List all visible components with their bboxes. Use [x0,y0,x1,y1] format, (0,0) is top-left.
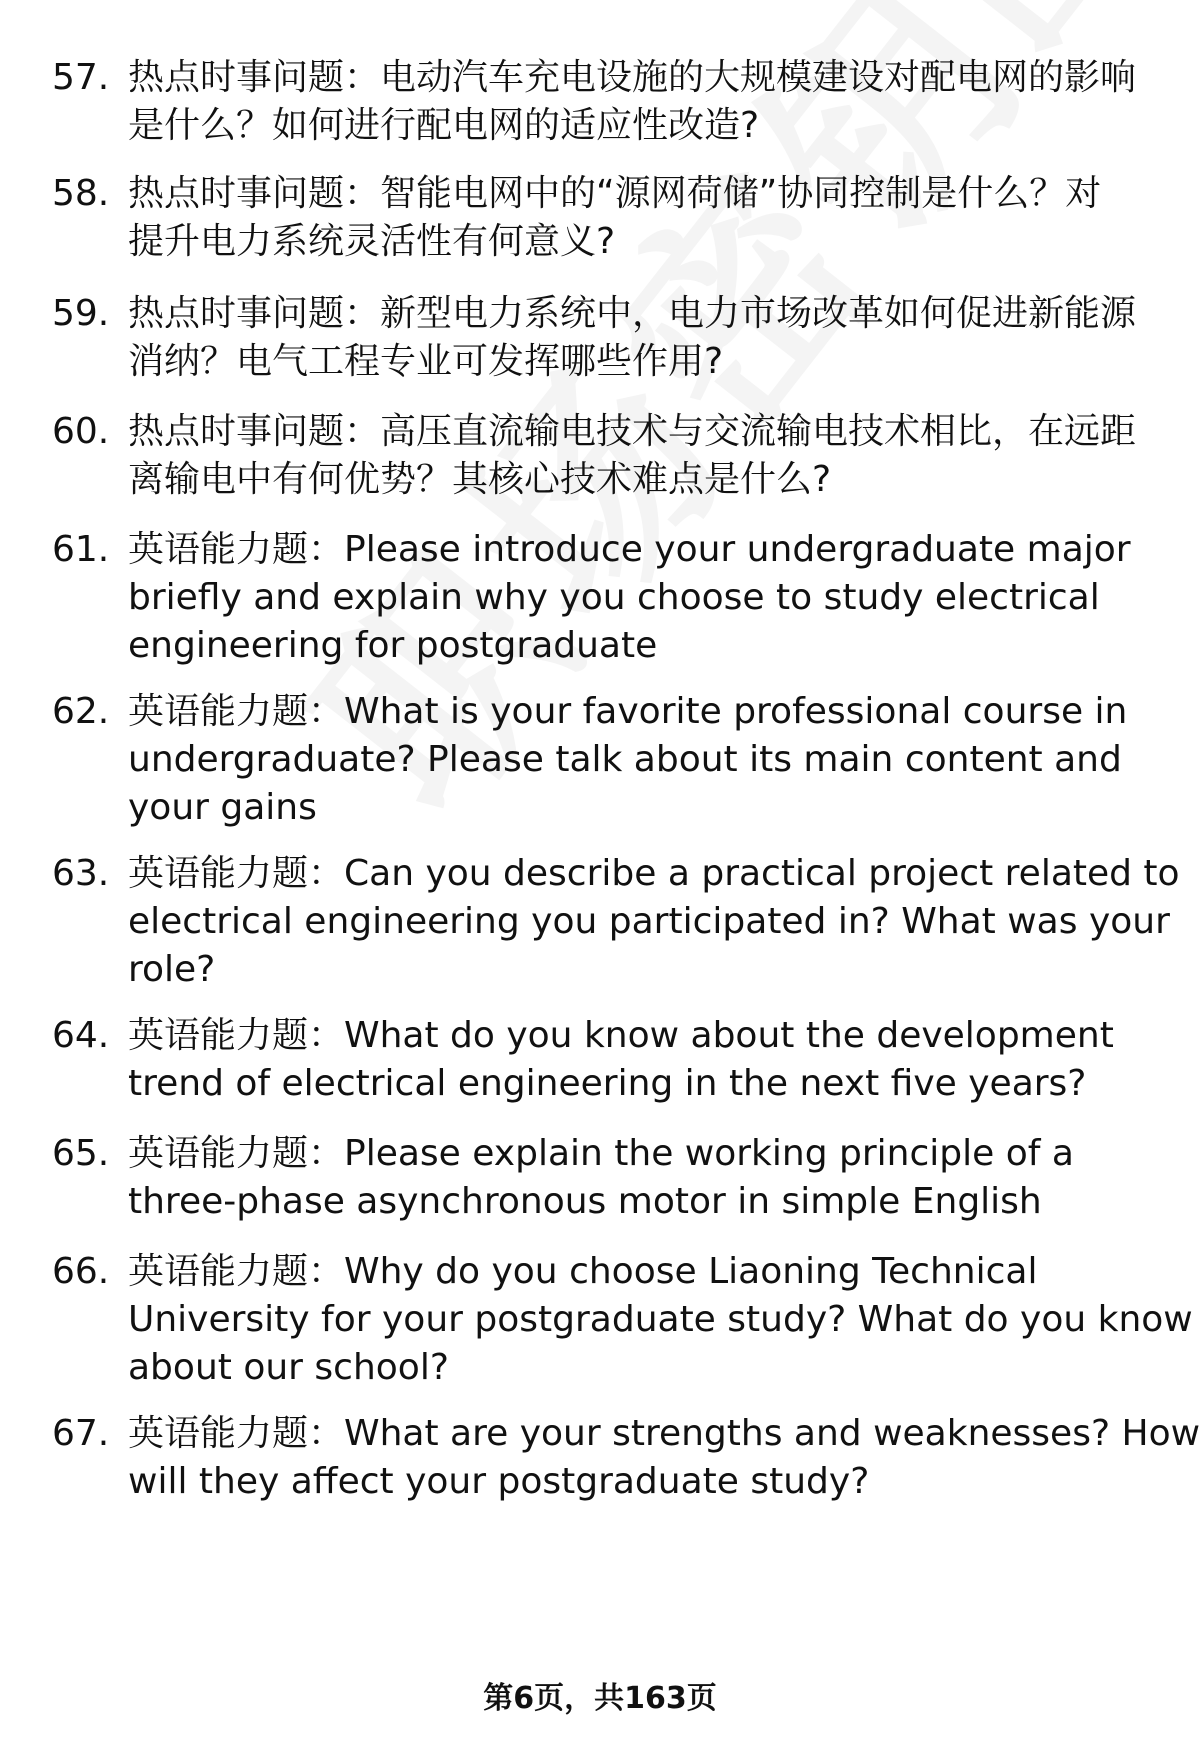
question-line: role? [128,949,216,990]
question-text [128,688,1198,832]
question-text [128,408,1198,504]
question-number: 67. [52,1413,110,1454]
question-text [128,290,1198,386]
question-line: 英语能力题：Why do you choose Liaoning Technical [128,1251,1038,1292]
question-number: 58. [52,173,110,214]
question-line: 热点时事问题：高压直流输电技术与交流输电技术相比，在远距 [128,411,1137,452]
question-line: 是什么？如何进行配电网的适应性改造? [128,105,760,146]
question-text [128,1410,1198,1506]
question-line: electrical engineering you participated in? What was your [128,901,1170,942]
question-number: 63. [52,853,110,894]
question-number: 64. [52,1015,110,1056]
question-line: 热点时事问题：电动汽车充电设施的大规模建设对配电网的影响 [128,57,1137,98]
page-number-footer: 第6页，共163页 [483,1681,717,1716]
question-line: 离输电中有何优势？其核心技术难点是什么? [128,459,832,500]
question-text [128,1130,1198,1226]
question-line: 提升电力系统灵活性有何意义? [128,221,616,262]
question-line: undergraduate? Please talk about its main content and [128,739,1122,780]
question-text [128,526,1198,670]
question-line: your gains [128,787,317,828]
question-line: three-phase asynchronous motor in simple English [128,1181,1042,1222]
question-number: 65. [52,1133,110,1174]
question-line: 英语能力题：What do you know about the development [128,1015,1114,1056]
question-number: 62. [52,691,110,732]
question-line: 英语能力题：Please introduce your undergraduate major [128,529,1131,570]
question-line: University for your postgraduate study? What do you know [128,1299,1193,1340]
question-line: 英语能力题：Please explain the working principle of a [128,1133,1074,1174]
question-number: 66. [52,1251,110,1292]
question-line: 消纳？电气工程专业可发挥哪些作用? [128,341,724,382]
question-line: will they affect your postgraduate study? [128,1461,870,1502]
question-line: trend of electrical engineering in the next five years? [128,1063,1087,1104]
question-text [128,1248,1198,1392]
question-number: 57. [52,57,110,98]
question-line: 英语能力题：What are your strengths and weaknesses? How [128,1413,1200,1454]
question-text [128,1012,1198,1108]
question-line: 英语能力题：What is your favorite professional course in [128,691,1128,732]
question-number: 61. [52,529,110,570]
question-line: about our school? [128,1347,449,1388]
question-line: briefly and explain why you choose to study electrical [128,577,1100,618]
question-text [128,54,1198,150]
question-line: 热点时事问题：新型电力系统中，电力市场改革如何促进新能源 [128,293,1137,334]
question-line: engineering for postgraduate [128,625,658,666]
question-number: 60. [52,411,110,452]
question-text [128,850,1198,994]
question-line: 英语能力题：Can you describe a practical project related to [128,853,1180,894]
question-number: 59. [52,293,110,334]
question-text [128,170,1198,266]
question-line: 热点时事问题：智能电网中的“源网荷储”协同控制是什么？对 [128,173,1102,214]
